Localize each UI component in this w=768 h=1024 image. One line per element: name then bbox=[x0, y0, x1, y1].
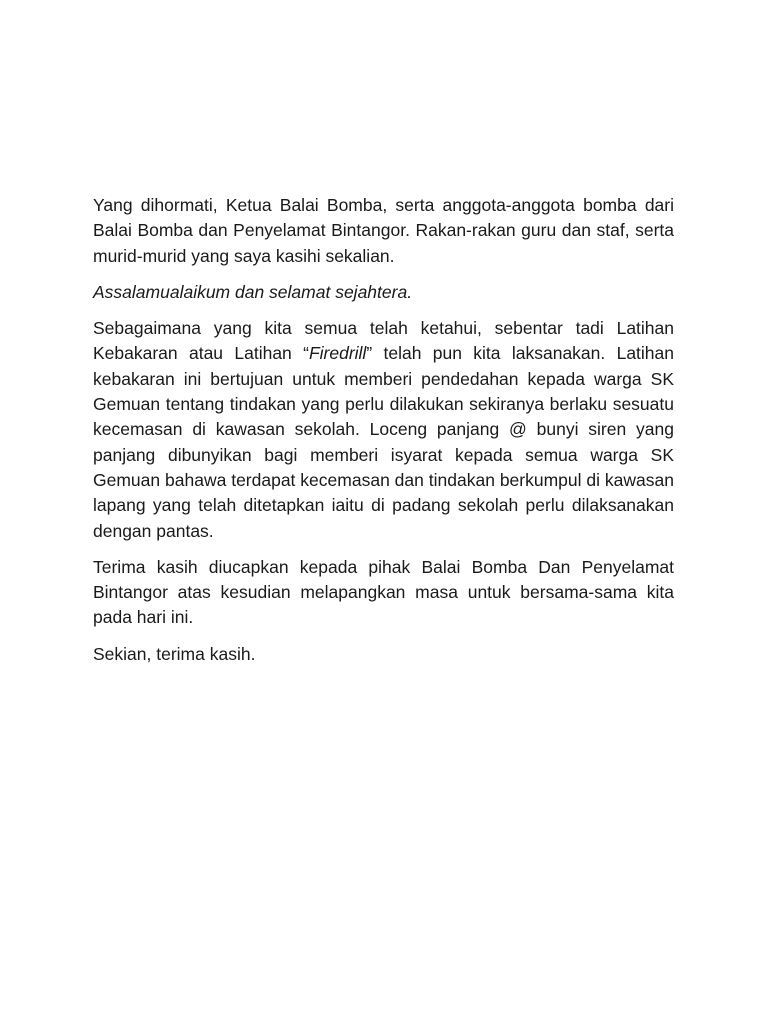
main-paragraph bbox=[93, 316, 674, 544]
firedrill-term: Firedrill bbox=[308, 343, 367, 364]
greeting-paragraph: Yang dihormati, Ketua Balai Bomba, serta anggota-anggota bomba dari Balai Bomba dan Penyelamat Bintangor. Rakan-rakan guru dan staf, serta murid-murid yang saya kasihi sekalian. bbox=[93, 195, 674, 266]
salutation-paragraph: Assalamualaikum dan selamat sejahtera. bbox=[93, 281, 413, 302]
main-paragraph-text-start: Sebagaimana yang kita semua telah ketahui, sebentar tadi Latihan Kebakaran atau Latihan “ bbox=[93, 318, 674, 364]
closing-paragraph: Sekian, terima kasih. bbox=[93, 643, 256, 664]
main-paragraph-text-end: ” telah pun kita laksanakan. Latihan kebakaran ini bertujuan untuk memberi pendedahan kepada warga SK Gemuan tentang tindakan yang perlu dilakukan sekiranya berlaku sesuatu kecemasan di kawasan sekolah. Loceng panjang @ bunyi siren yang panjang dibunyikan bagi memberi isyarat kepada semua warga SK Gemuan bahawa terdapat kecemasan dan tindakan berkumpul di kawasan lapang yang telah ditetapkan iaitu di padang sekolah perlu dilaksanakan dengan pantas. bbox=[93, 343, 674, 541]
document-body bbox=[93, 193, 674, 678]
thanks-paragraph: Terima kasih diucapkan kepada pihak Balai Bomba Dan Penyelamat Bintangor atas kesudian melapangkan masa untuk bersama-sama kita pada hari ini. bbox=[93, 556, 674, 628]
